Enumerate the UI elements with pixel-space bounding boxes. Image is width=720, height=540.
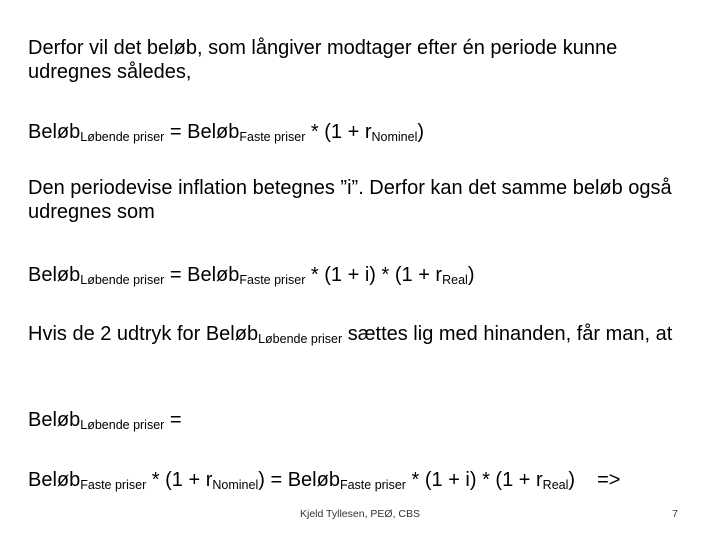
eq1-multiplier: * (1 + r xyxy=(305,121,372,143)
equation-left-side xyxy=(28,408,698,432)
eq1-base-left: Beløb xyxy=(28,121,81,143)
eq4-arrow: => xyxy=(597,469,621,491)
eq4-sub2: Faste priser xyxy=(339,478,406,492)
eq2-sub-right: Faste priser xyxy=(239,273,306,287)
equation-nominal xyxy=(28,120,698,144)
equation-real xyxy=(28,263,698,287)
eq2-sub-r: Real xyxy=(442,273,468,287)
eq2-close: ) xyxy=(467,264,475,286)
eq1-equals: = xyxy=(164,121,188,143)
eq1-close: ) xyxy=(417,121,425,143)
inflation-text: Den periodevise inflation betegnes ”i”. Derfor kan det samme beløb også udregnes som xyxy=(28,177,672,223)
eq2-multiplier: * (1 + i) * (1 + r xyxy=(305,264,443,286)
equality-text-before: Hvis de 2 udtryk for Beløb xyxy=(28,323,259,345)
page-number: 7 xyxy=(672,508,678,520)
eq1-sub-right: Faste priser xyxy=(239,130,306,144)
eq4-mult2: * (1 + i) * (1 + r xyxy=(405,469,543,491)
eq4-close: ) xyxy=(568,469,576,491)
eq2-equals: = xyxy=(164,264,188,286)
intro-paragraph xyxy=(28,36,698,84)
equation-combined xyxy=(28,468,698,492)
inflation-paragraph xyxy=(28,176,698,224)
eq1-base-right: Beløb xyxy=(187,121,240,143)
eq4-mult1: * (1 + r xyxy=(146,469,213,491)
eq2-base-left: Beløb xyxy=(28,264,81,286)
eq3-sub: Løbende priser xyxy=(80,418,165,432)
eq4-mid: ) = Beløb xyxy=(258,469,340,491)
eq3-base: Beløb xyxy=(28,409,81,431)
eq2-base-right: Beløb xyxy=(187,264,240,286)
footer-author: Kjeld Tyllesen, PEØ, CBS xyxy=(299,508,421,520)
equality-text-after: sættes lig med hinanden, får man, at xyxy=(342,323,673,345)
intro-text: Derfor vil det beløb, som långiver modtager efter én periode kunne udregnes således, xyxy=(28,37,618,83)
equality-paragraph xyxy=(28,322,678,346)
equality-text-sub: Løbende priser xyxy=(258,332,343,346)
eq4-sub-r2: Real xyxy=(542,478,569,492)
eq4-sub1: Faste priser xyxy=(80,478,147,492)
eq4-sub-r1: Nominel xyxy=(212,478,259,492)
eq4-base1: Beløb xyxy=(28,469,81,491)
eq3-equals: = xyxy=(164,409,182,431)
eq2-sub-left: Løbende priser xyxy=(80,273,165,287)
eq1-sub-left: Løbende priser xyxy=(80,130,165,144)
eq1-sub-r: Nominel xyxy=(371,130,418,144)
